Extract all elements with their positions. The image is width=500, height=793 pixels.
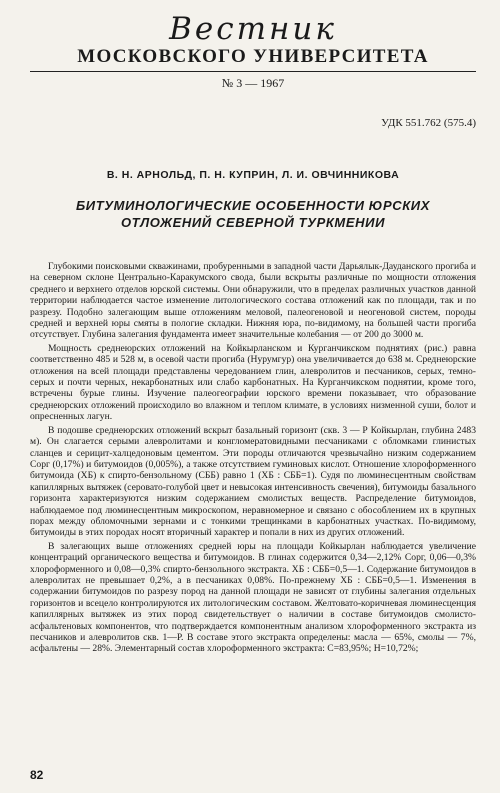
paragraph-1: Глубокими поисковыми скважинами, пробуренными в западной части Дарьялык-Дауданского прогиба и на северном склоне Центрально-Каракумского свода, были вскрыты различные по мощности отложения среднего и верхнего отделов юрской системы. Они обнаружили, что в пределах различных участков данной территории наблюдается частое изменение литологического состава отложений как по площади, так и по разрезу. Подобно залегающим выше отложениям меловой, палеогеновой и неогеновой систем, породы средней и верхней юры смяты в пологие складки. Нижняя юра, по-видимому, на большей части прогиба отсутствует. Глубина залегания фундамента имеет значительные колебания — от 200 до 3000 м. (30, 261, 476, 341)
udk-code: УДК 551.762 (575.4) (381, 117, 476, 129)
page (30, 12, 476, 657)
journal-title: Вестник (169, 11, 337, 47)
paragraph-3: В подошве среднеюрских отложений вскрыт базальный горизонт (скв. 3 — Р Койкырлан, глубина 2483 м). Он слагается серыми алевролитами и конгломератовидными песчаниками с обломками глинистых сланцев и серицит-халцедоновым цементом. Эти породы отличаются чрезвычайно низким содержанием Сорг (0,17%) и битумоидов (0,005%), а также отсутствием гуминовых кислот. Отношение хлороформенного битумоида (ХБ) к спирто-бензольному (СББ) равно 1 (ХБ : СББ=1). Судя по люминесцентным свойствам капиллярных вытяжек (серовато-голубой цвет и невысокая интенсивность свечения), битумоиды базального горизонта характеризуются низким содержанием смолистых веществ. Распределение битумоидов, наблюдаемое под люминесцентным микроскопом, неравномерное и связано с обособлением их в крупных порах между обломочными зернами и с тонкими трещинками в карбонатных участках. По-видимому, битумоиды в этих породах носят вторичный характер и попали в них из других отложений. (30, 424, 476, 539)
page-number: 82 (30, 768, 44, 782)
article-body (30, 261, 476, 655)
header-rule (30, 71, 476, 72)
paragraph-2: Мощность среднеюрских отложений на Койкырланском и Курганчикском поднятиях (рис.) равна соответственно 485 и 528 м, в осевой части прогиба (Нурумгур) она увеличивается до 638 м. Среднеюрские отложения на всей площади представлены чередованием глин, алевролитов и песчаников, серых, темно-серых и почти черных, некарбонатных или слабо карбонатных. На Курганчикском поднятии, кроме того, встречены бурые глины. Изучение палеогеографии юрского времени показывает, что образование среднеюрских отложений происходило во влажном и теплом климате, в условиях низменной суши, болот и опресненных лагун. (30, 342, 476, 423)
paragraph-4: В залегающих выше отложениях средней юры на площади Койкырлан наблюдается увеличение концентраций органического вещества и битумоидов. В глинах содержится 0,34—2,12% Сорг, 0,06—0,3% хлороформенного и 0,08—0,3% спирто-бензольного экстракта. ХБ : СББ=0,5—1. Содержание битумоидов в алевролитах не превышает 0,2%, а в песчаниках 0,08%. По-прежнему ХБ : СББ=0,5—1. Изменения в содержании битумоидов по разрезу пород на данной площади не зависят от глубины залегания отдельных горизонтов и всецело контролируются их литологическим составом. Желтовато-коричневая люминесценция капиллярных вытяжек из этих пород свидетельствует о наличии в составе битумоидов смолисто-асфальтеновых компонентов, что подтверждается компонентным анализом хлороформенного экстракта из песчаников и алевролитов скв. 1—Р. В составе этого экстракта определены: масла — 65%, смолы — 7%, асфальтены — 28%. Элементарный состав хлороформенного экстракта: С=83,95%; Н=10,72%; (30, 540, 476, 655)
issue-number: № 3 — 1967 (221, 76, 285, 90)
article-title (30, 197, 476, 231)
article-authors: В. Н. АРНОЛЬД, П. Н. КУПРИН, Л. И. ОВЧИННИКОВА (106, 169, 400, 181)
article-title-line-2: ОТЛОЖЕНИЙ СЕВЕРНОЙ ТУРКМЕНИИ (120, 215, 386, 230)
article-title-line-1: БИТУМИНОЛОГИЧЕСКИЕ ОСОБЕННОСТИ ЮРСКИХ (75, 198, 431, 213)
journal-subtitle: МОСКОВСКОГО УНИВЕРСИТЕТА (77, 46, 429, 67)
